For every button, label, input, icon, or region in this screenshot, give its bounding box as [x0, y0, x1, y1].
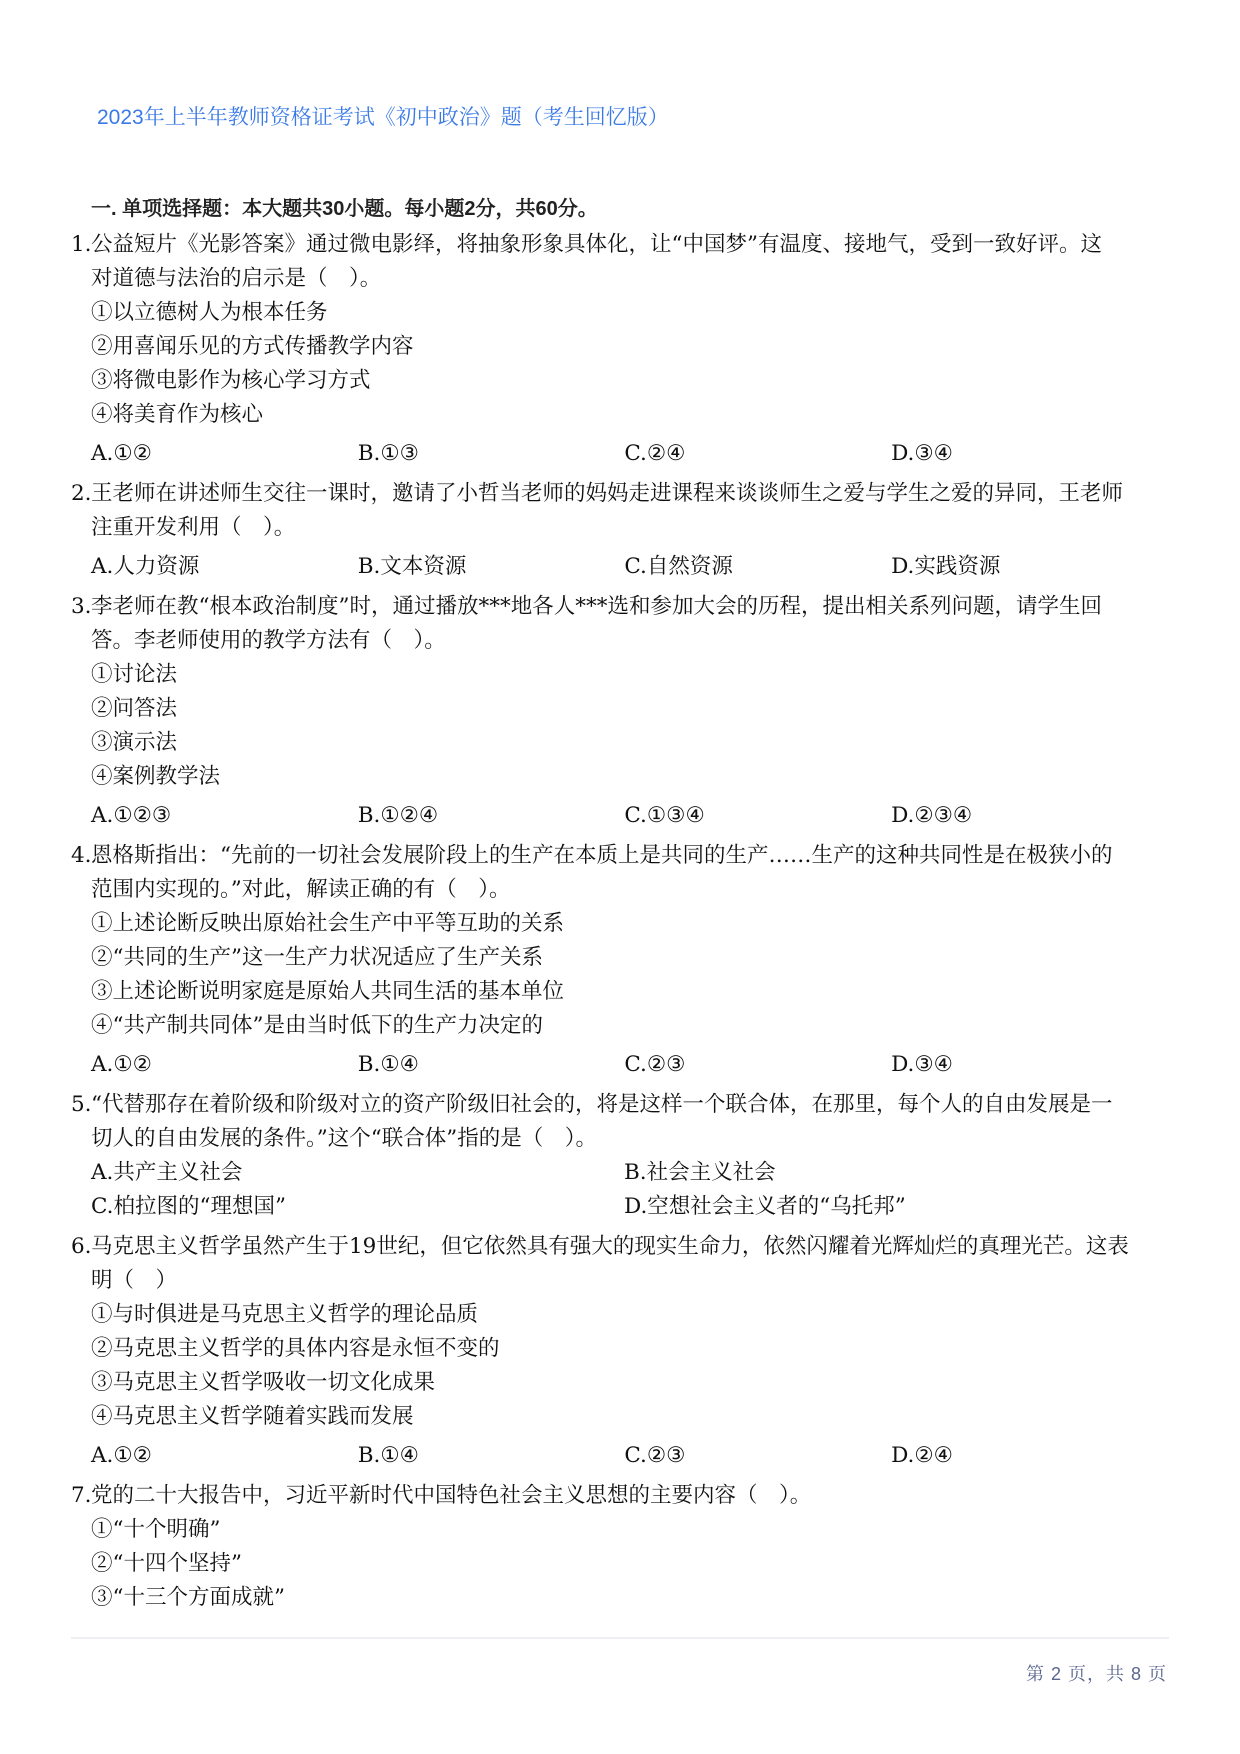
statement-item: ④马克思主义哲学随着实践而发展: [91, 1404, 414, 1429]
question-number: 7.: [71, 1483, 92, 1508]
question-stem-line: [71, 228, 1171, 262]
question-7: [71, 1479, 1171, 1615]
footer-divider: [71, 1637, 1169, 1639]
question-stem-line: [71, 1264, 1171, 1298]
statement-item: ①讨论法: [91, 662, 178, 687]
answer-option-d[interactable]: D.②③④: [891, 803, 973, 828]
answer-option-c[interactable]: C.①③④: [624, 803, 705, 828]
question-number: 2.: [71, 481, 92, 506]
answer-option-b[interactable]: B.①④: [357, 1052, 419, 1077]
question-stem-line: [71, 590, 1171, 624]
answer-options: [71, 437, 1171, 471]
statement-item: ②“共同的生产”这一生产力状况适应了生产关系: [91, 945, 543, 970]
question-3: [71, 590, 1171, 833]
statement-item: ④案例教学法: [91, 764, 221, 789]
question-stem-text: 马克思主义哲学虽然产生于19世纪，但它依然具有强大的现实生命力，依然闪耀着光辉灿烂的真理光芒。这表: [91, 1234, 1129, 1259]
answer-options: [71, 550, 1171, 584]
question-6: [71, 1230, 1171, 1473]
question-number: 4.: [71, 843, 92, 868]
question-stem-text: 对道德与法治的启示是（ ）。: [91, 266, 382, 291]
statement-item: ①“十个明确”: [91, 1517, 221, 1542]
question-number: 6.: [71, 1234, 92, 1259]
statement-item: ④“共产制共同体”是由当时低下的生产力决定的: [91, 1013, 543, 1038]
question-stem-text: 明（ ）: [91, 1268, 178, 1293]
question-stem-text: 注重开发利用（ ）。: [91, 515, 296, 540]
answer-option-c[interactable]: C.自然资源: [624, 554, 733, 579]
question-stem-line: [71, 1122, 1171, 1156]
question-stem-text: “代替那存在着阶级和阶级对立的资产阶级旧社会的，将是这样一个联合体，在那里，每个人的自由发展是一: [91, 1092, 1113, 1117]
answer-option-d[interactable]: D.③④: [891, 1052, 953, 1077]
answer-option-b[interactable]: B.文本资源: [357, 554, 467, 579]
answer-option-d[interactable]: D.②④: [891, 1443, 953, 1468]
statement-item: ②马克思主义哲学的具体内容是永恒不变的: [91, 1336, 500, 1361]
statement-item: ③将微电影作为核心学习方式: [91, 368, 371, 393]
statement-item: ②用喜闻乐见的方式传播教学内容: [91, 334, 414, 359]
answer-option-d[interactable]: D.③④: [891, 441, 953, 466]
answer-option-b[interactable]: B.①②④: [357, 803, 439, 828]
question-stem-line: [71, 262, 1171, 296]
answer-option-a[interactable]: A.①②: [91, 441, 152, 466]
question-stem-text: 党的二十大报告中，习近平新时代中国特色社会主义思想的主要内容（ ）。: [91, 1483, 812, 1508]
question-stem-text: 答。李老师使用的教学方法有（ ）。: [91, 628, 446, 653]
statement-item: ①以立德树人为根本任务: [91, 300, 328, 325]
question-stem-text: 切人的自由发展的条件。”这个“联合体”指的是（ ）。: [91, 1126, 597, 1151]
statement-item: ④将美育作为核心: [91, 402, 264, 427]
answer-options: [71, 1048, 1171, 1082]
answer-option-a[interactable]: A.①②: [91, 1052, 152, 1077]
answer-option-c[interactable]: C.柏拉图的“理想国”: [91, 1194, 287, 1219]
statement-item: ③上述论断说明家庭是原始人共同生活的基本单位: [91, 979, 565, 1004]
statement-item: ①上述论断反映出原始社会生产中平等互助的关系: [91, 911, 565, 936]
question-4: [71, 839, 1171, 1082]
question-stem-line: [71, 1230, 1171, 1264]
question-stem-text: 公益短片《光影答案》通过微电影绎，将抽象形象具体化，让“中国梦”有温度、接地气，受到一致好评。这: [91, 232, 1102, 257]
question-number: 3.: [71, 594, 92, 619]
question-2: [71, 477, 1171, 584]
page-number: 第 2 页，共 8 页: [1025, 1664, 1167, 1684]
statement-item: ③“十三个方面成就”: [91, 1585, 285, 1610]
statement-item: ①与时俱进是马克思主义哲学的理论品质: [91, 1302, 479, 1327]
answer-option-d[interactable]: D.实践资源: [891, 554, 1001, 579]
question-number: 1.: [71, 232, 92, 257]
answer-options: [71, 1156, 1171, 1224]
answer-option-a[interactable]: A.①②③: [91, 803, 172, 828]
section-heading: 一. 单项选择题：本大题共30小题。每小题2分，共60分。: [91, 198, 598, 220]
question-1: [71, 228, 1171, 471]
answer-option-b[interactable]: B.①④: [357, 1443, 419, 1468]
answer-option-c[interactable]: C.②④: [624, 441, 686, 466]
answer-options: [71, 1439, 1171, 1473]
question-stem-line: [71, 477, 1171, 511]
question-stem-line: [71, 839, 1171, 873]
document-title: 2023年上半年教师资格证考试《初中政治》题（考生回忆版）: [97, 106, 669, 129]
question-number: 5.: [71, 1092, 92, 1117]
question-stem-line: [71, 1479, 1171, 1513]
statement-item: ②问答法: [91, 696, 178, 721]
question-stem-text: 恩格斯指出：“先前的一切社会发展阶段上的生产在本质上是共同的生产……生产的这种共同性是在极狭小的: [91, 843, 1113, 868]
question-stem-line: [71, 624, 1171, 658]
answer-option-c[interactable]: C.②③: [624, 1443, 686, 1468]
statement-item: ②“十四个坚持”: [91, 1551, 242, 1576]
answer-option-d[interactable]: D.空想社会主义者的“乌托邦”: [624, 1194, 906, 1219]
answer-options: [71, 799, 1171, 833]
statement-item: ③演示法: [91, 730, 178, 755]
answer-option-a[interactable]: A.人力资源: [91, 554, 200, 579]
question-stem-line: [71, 873, 1171, 907]
question-stem-line: [71, 511, 1171, 545]
answer-option-c[interactable]: C.②③: [624, 1052, 686, 1077]
statement-item: ③马克思主义哲学吸收一切文化成果: [91, 1370, 436, 1395]
answer-option-a[interactable]: A.共产主义社会: [91, 1160, 243, 1185]
question-list: [71, 228, 1171, 1615]
answer-option-b[interactable]: B.①③: [357, 441, 419, 466]
answer-option-b[interactable]: B.社会主义社会: [624, 1160, 776, 1185]
question-stem-text: 王老师在讲述师生交往一课时，邀请了小哲当老师的妈妈走进课程来谈谈师生之爱与学生之爱的异同，王老师: [91, 481, 1124, 506]
question-stem-text: 李老师在教“根本政治制度”时，通过播放***地各人***选和参加大会的历程，提出相关系列问题，请学生回: [91, 594, 1102, 619]
answer-option-a[interactable]: A.①②: [91, 1443, 152, 1468]
question-5: [71, 1088, 1171, 1224]
question-stem-text: 范围内实现的。”对此，解读正确的有（ ）。: [91, 877, 511, 902]
question-stem-line: [71, 1088, 1171, 1122]
